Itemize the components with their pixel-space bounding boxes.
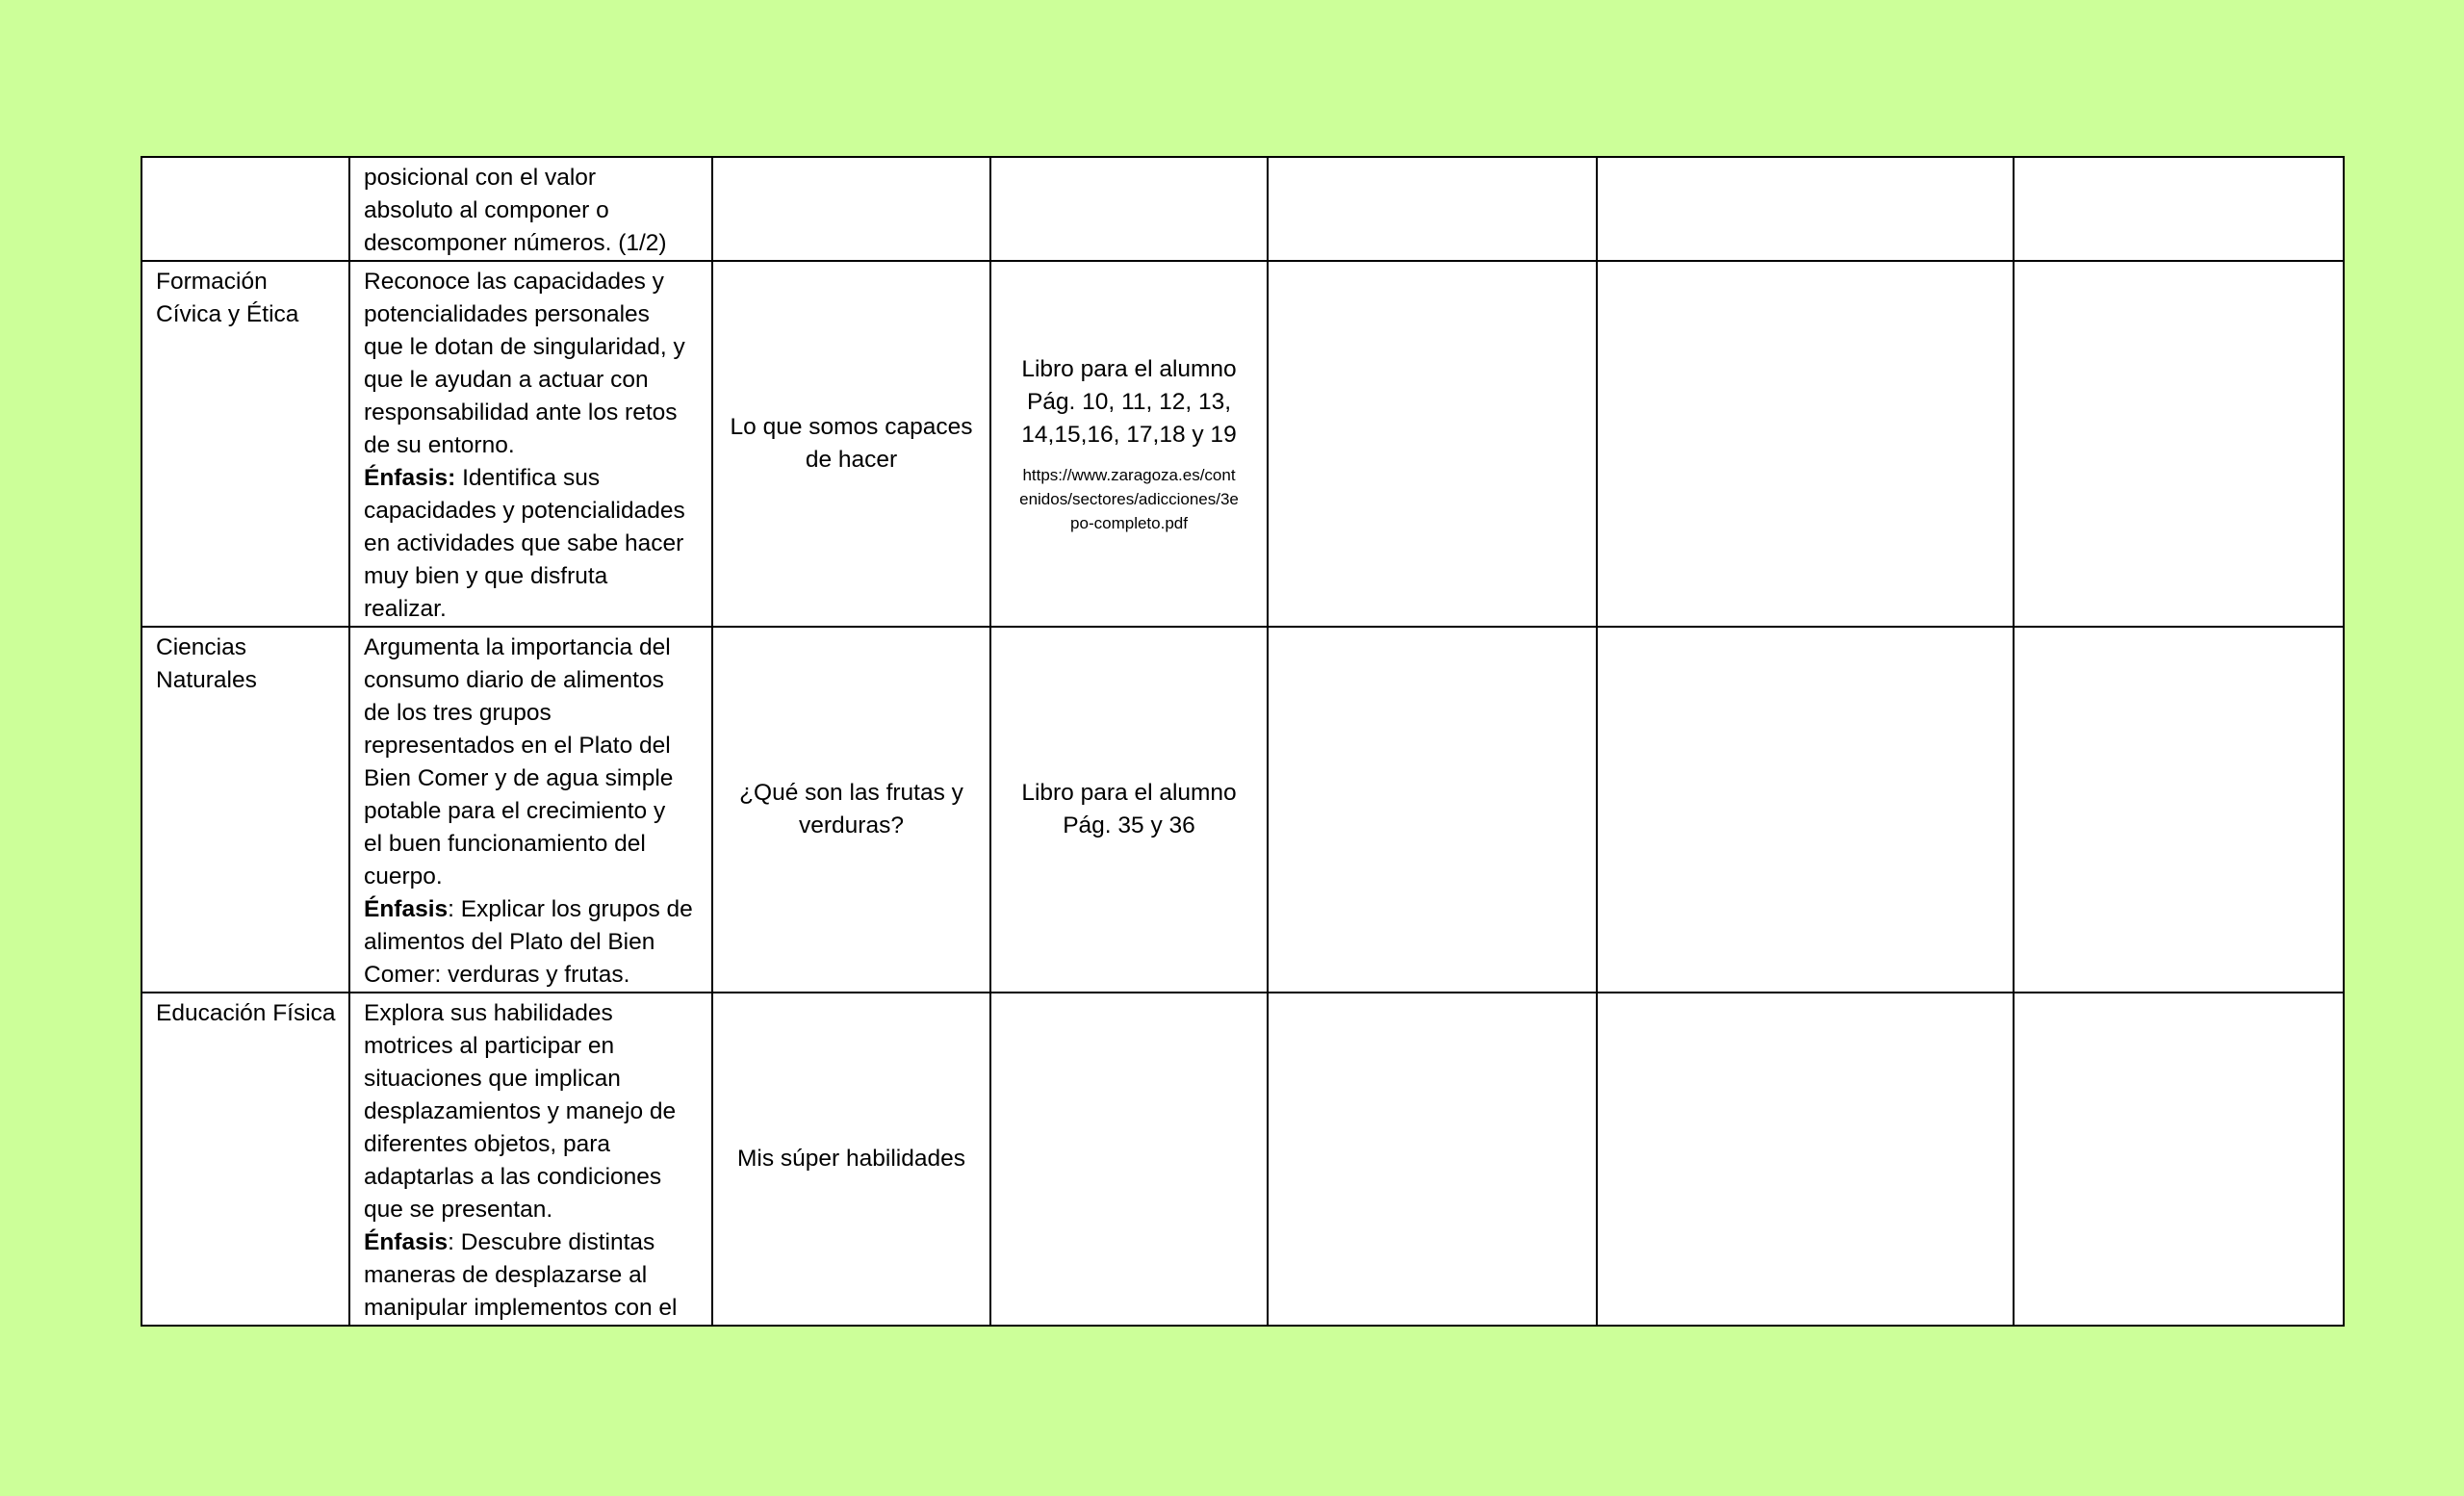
- subject-cell: [141, 261, 349, 627]
- material-line: Pág. 35 y 36: [1063, 812, 1195, 838]
- empty-cell: [2014, 261, 2344, 627]
- topic-cell: [712, 261, 990, 627]
- learning-line: diferentes objetos, para: [364, 1131, 611, 1157]
- subject-cell: [141, 157, 349, 261]
- table-row: [141, 157, 2344, 261]
- emphasis-line: Comer: verduras y frutas.: [364, 962, 630, 988]
- url-line: enidos/sectores/adicciones/3e: [1019, 489, 1239, 508]
- emphasis-label: Énfasis: [364, 896, 449, 922]
- topic-cell: [712, 627, 990, 993]
- learning-line: consumo diario de alimentos: [364, 667, 664, 693]
- learning-line: situaciones que implican: [364, 1066, 621, 1092]
- empty-cell: [1268, 157, 1597, 261]
- learning-line: que le dotan de singularidad, y: [364, 334, 685, 360]
- emphasis-text: : Descubre distintas: [448, 1229, 655, 1255]
- material-cell: [990, 993, 1268, 1326]
- emphasis-line: [364, 462, 700, 495]
- topic-cell: [712, 157, 990, 261]
- table-row: [141, 627, 2344, 993]
- learning-line: adaptarlas a las condiciones: [364, 1164, 662, 1190]
- learning-line: motrices al participar en: [364, 1033, 615, 1059]
- empty-cell: [1597, 993, 2014, 1326]
- learning-line: Bien Comer y de agua simple: [364, 765, 674, 791]
- empty-cell: [1597, 157, 2014, 261]
- url-line: po-completo.pdf: [1070, 513, 1188, 532]
- learning-line: de los tres grupos: [364, 700, 552, 726]
- learning-line: descomponer números. (1/2): [364, 230, 667, 256]
- learning-line: responsabilidad ante los retos: [364, 400, 678, 426]
- subject-line: Naturales: [156, 667, 257, 693]
- learning-cell: [349, 993, 712, 1326]
- emphasis-text: : Explicar los grupos de: [448, 896, 693, 922]
- subject-line: Formación: [156, 269, 268, 295]
- emphasis-line: realizar.: [364, 596, 447, 622]
- emphasis-line: manipular implementos con el: [364, 1295, 678, 1321]
- learning-line: Reconoce las capacidades y: [364, 269, 664, 295]
- material-line: 14,15,16, 17,18 y 19: [1021, 421, 1237, 448]
- empty-cell: [1268, 993, 1597, 1326]
- material-cell: [990, 157, 1268, 261]
- learning-line: posicional con el valor: [364, 165, 597, 191]
- learning-line: Argumenta la importancia del: [364, 634, 671, 660]
- empty-cell: [2014, 993, 2344, 1326]
- emphasis-line: [364, 1226, 700, 1259]
- empty-cell: [2014, 627, 2344, 993]
- material-line: Libro para el alumno: [1021, 355, 1237, 382]
- emphasis-text: Identifica sus: [455, 465, 601, 491]
- emphasis-line: en actividades que sabe hacer: [364, 530, 684, 556]
- emphasis-label: Énfasis:: [364, 465, 456, 491]
- empty-cell: [1268, 261, 1597, 627]
- learning-line: potable para el crecimiento y: [364, 798, 666, 824]
- material-cell: [990, 261, 1268, 627]
- emphasis-line: muy bien y que disfruta: [364, 563, 608, 589]
- topic-line: Mis súper habilidades: [737, 1146, 965, 1172]
- resource-link[interactable]: [1001, 463, 1257, 535]
- material-line: Libro para el alumno: [1021, 780, 1237, 806]
- learning-cell: [349, 627, 712, 993]
- learning-line: el buen funcionamiento del: [364, 831, 646, 857]
- empty-cell: [1597, 261, 2014, 627]
- topic-cell: [712, 993, 990, 1326]
- schedule-table: [141, 156, 2345, 1327]
- url-line: https://www.zaragoza.es/cont: [1022, 465, 1236, 484]
- subject-cell: [141, 993, 349, 1326]
- subject-cell: [141, 627, 349, 993]
- subject-line: Ciencias: [156, 634, 246, 660]
- learning-cell: [349, 157, 712, 261]
- learning-line: que le ayudan a actuar con: [364, 367, 649, 393]
- emphasis-line: [364, 893, 700, 926]
- topic-line: ¿Qué son las frutas y: [739, 780, 963, 806]
- topic-line: Lo que somos capaces: [730, 414, 973, 440]
- emphasis-line: capacidades y potencialidades: [364, 498, 685, 524]
- learning-line: absoluto al componer o: [364, 197, 609, 223]
- material-cell: [990, 627, 1268, 993]
- emphasis-line: alimentos del Plato del Bien: [364, 929, 655, 955]
- learning-line: que se presentan.: [364, 1197, 553, 1223]
- empty-cell: [1268, 627, 1597, 993]
- subject-line: Educación Física: [156, 1000, 336, 1026]
- subject-line: Cívica y Ética: [156, 301, 299, 327]
- learning-line: Explora sus habilidades: [364, 1000, 613, 1026]
- emphasis-label: Énfasis: [364, 1229, 449, 1255]
- learning-line: representados en el Plato del: [364, 733, 671, 759]
- topic-line: verduras?: [799, 812, 904, 838]
- learning-line: potencialidades personales: [364, 301, 650, 327]
- table-row: [141, 261, 2344, 627]
- emphasis-line: maneras de desplazarse al: [364, 1262, 648, 1288]
- learning-cell: [349, 261, 712, 627]
- learning-line: de su entorno.: [364, 432, 515, 458]
- learning-line: desplazamientos y manejo de: [364, 1098, 677, 1124]
- table-row: [141, 993, 2344, 1326]
- material-line: Pág. 10, 11, 12, 13,: [1026, 388, 1232, 415]
- empty-cell: [1597, 627, 2014, 993]
- learning-line: cuerpo.: [364, 864, 443, 890]
- topic-line: de hacer: [805, 447, 898, 473]
- empty-cell: [2014, 157, 2344, 261]
